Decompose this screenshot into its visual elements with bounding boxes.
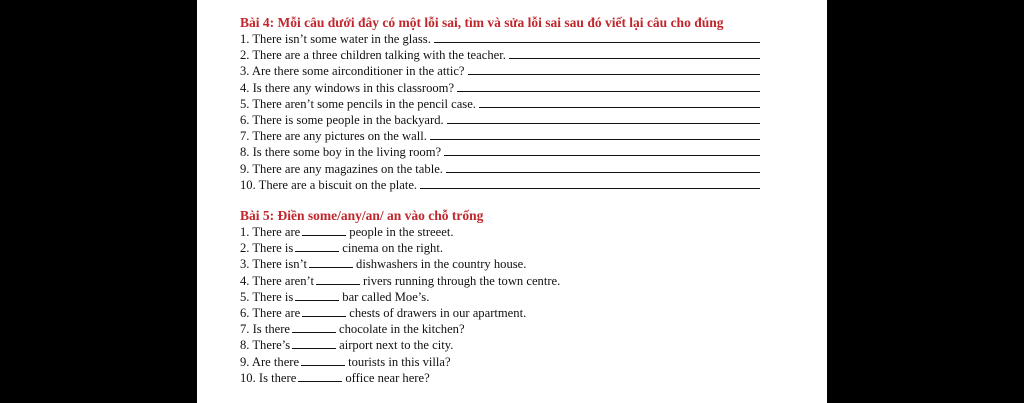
sentence-start: 1. There are [240,225,301,240]
sentence-end: dishwashers in the country house. [356,257,527,272]
sentence-start: 10. Is there [240,370,297,385]
exercise-5 [240,207,820,386]
sentence: 3. Are there some airconditioner in the attic? [240,64,465,79]
answer-line [509,57,760,59]
sentence-end: chests of drawers in our apartment. [349,306,527,321]
fill-blank [295,299,339,301]
sentence-end: rivers running through the town centre. [363,273,561,288]
sentence: 2. There are a three children talking with the teacher. [240,48,506,63]
exercise-5-item [240,256,820,272]
sentence-end: bar called Moe’s. [342,289,430,304]
exercise-4-item [240,177,820,193]
fill-blank [292,331,336,333]
answer-line [446,171,760,173]
sentence-end: airport next to the city. [339,338,454,353]
sentence-start: 6. There are [240,306,301,321]
answer-line [447,122,760,124]
sentence: 9. There are any magazines on the table. [240,161,443,176]
fill-blank [292,347,336,349]
exercise-4-item [240,31,820,47]
exercise-4-item [240,96,820,112]
sentence-end: tourists in this villa? [348,354,451,369]
exercise-5-item [240,273,820,289]
sentence: 1. There isn’t some water in the glass. [240,32,431,46]
fill-blank [302,234,346,236]
worksheet-page [197,0,827,403]
exercise-4-item [240,161,820,177]
exercise-5-item [240,240,820,256]
exercise-5-item [240,354,820,370]
exercise-5-item [240,305,820,321]
exercise-4-item [240,112,820,128]
exercise-5-item [240,321,820,337]
fill-blank [302,315,346,317]
exercise-4-item [240,47,820,63]
fill-blank [309,266,353,268]
exercise-5-item [240,370,820,386]
worksheet-content [240,14,820,386]
exercise-5-item [240,224,820,240]
exercise-5-item [240,337,820,353]
sentence-start: 2. There is [240,241,294,256]
answer-line [468,73,760,75]
answer-line [420,187,760,189]
sentence: 7. There are any pictures on the wall. [240,129,427,144]
sentence-start: 3. There isn’t [240,257,308,272]
sentence: 8. Is there some boy in the living room? [240,145,442,160]
sentence-start: 8. There’s [240,338,291,353]
answer-line [457,90,760,92]
answer-line [434,41,760,43]
exercise-4-item [240,63,820,79]
sentence-start: 5. There is [240,289,294,304]
exercise-4-item [240,80,820,96]
sentence: 10. There are a biscuit on the plate. [240,177,418,192]
fill-blank [301,364,345,366]
answer-line [444,154,760,156]
exercise-4-item [240,128,820,144]
exercise-4-item [240,144,820,160]
fill-blank [316,283,360,285]
sentence-end: office near here? [345,370,430,385]
sentence: 5. There aren’t some pencils in the pencil case. [240,96,476,111]
sentence-start: 7. Is there [240,322,291,337]
exercise-5-title: Bài 5: Điền some/any/an/ an vào chỗ trống [240,208,484,224]
exercise-4-title: Bài 4: Mỗi câu dưới đây có một lỗi sai, tìm và sửa lỗi sai sau đó viết lại câu cho đúng [240,15,724,30]
exercise-5-item [240,289,820,305]
sentence: 4. Is there any windows in this classroom? [240,80,455,95]
fill-blank [295,250,339,252]
sentence-end: people in the streeet. [349,225,454,240]
sentence-start: 9. Are there [240,354,300,369]
answer-line [479,106,760,108]
sentence: 6. There is some people in the backyard. [240,113,444,128]
sentence-end: cinema on the right. [342,241,444,256]
sentence-end: chocolate in the kitchen? [339,322,465,337]
sentence-start: 4. There aren’t [240,273,315,288]
fill-blank [298,380,342,382]
answer-line [430,138,760,140]
exercise-4 [240,14,820,193]
